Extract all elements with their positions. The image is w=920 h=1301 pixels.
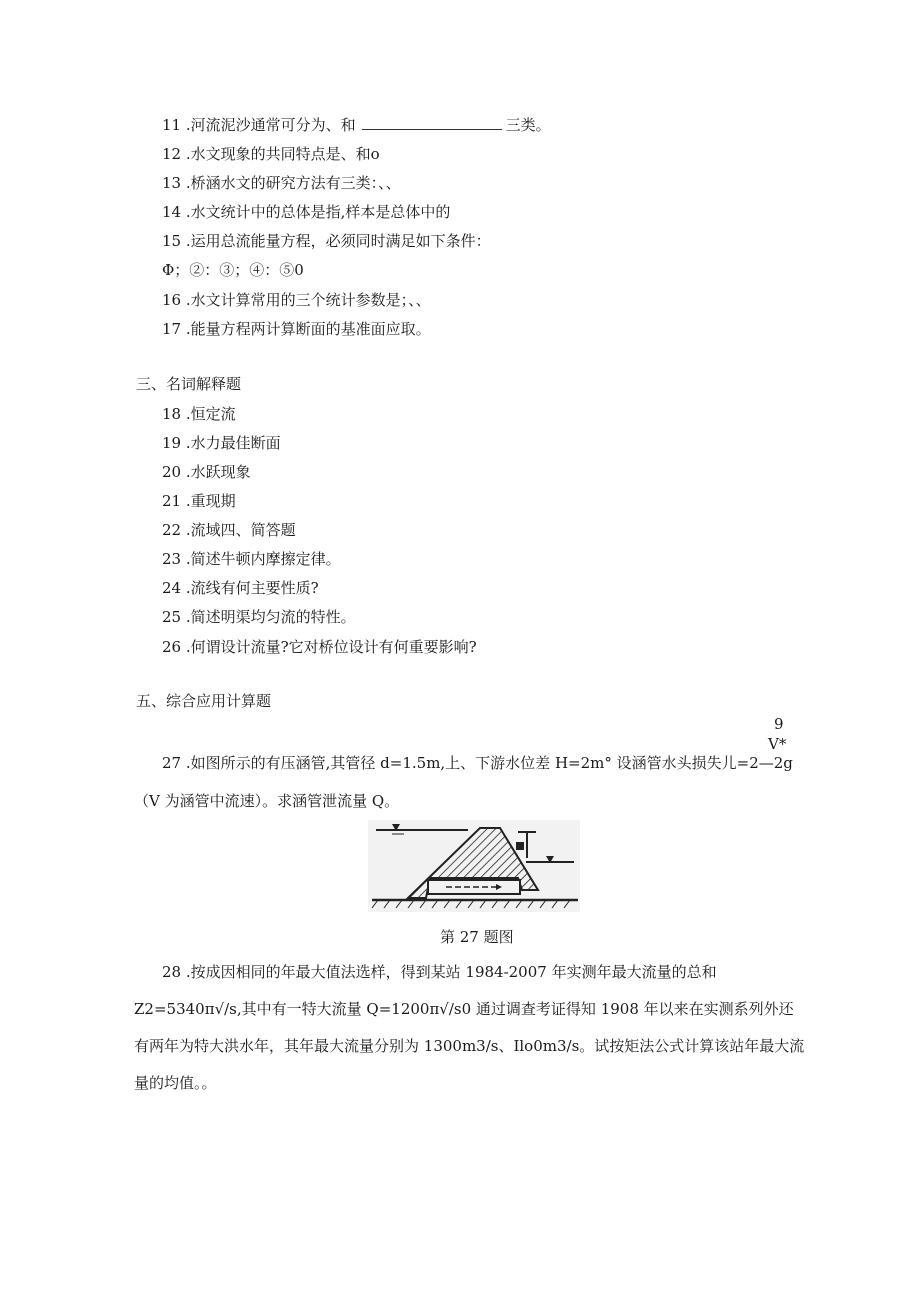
question-text: .桥涵水文的研究方法有三类：、、 bbox=[181, 174, 401, 192]
question-text: .水文统计中的总体是指,样本是总体中的 bbox=[181, 203, 451, 221]
question-11 bbox=[162, 115, 551, 135]
question-number: 28 bbox=[162, 963, 182, 981]
question-text: .水跃现象 bbox=[181, 463, 251, 481]
culvert-figure bbox=[368, 820, 580, 912]
question-text: .简述牛顿内摩擦定律。 bbox=[181, 550, 341, 568]
question-number: 15 bbox=[162, 232, 182, 250]
question-number: 26 bbox=[162, 638, 182, 656]
question-text: .流线有何主要性质? bbox=[181, 579, 319, 597]
question-number: 25 bbox=[162, 608, 182, 626]
question-text: .恒定流 bbox=[181, 405, 236, 423]
question-16 bbox=[162, 290, 431, 310]
question-number: 19 bbox=[162, 434, 182, 452]
question-28-line-4: 量的均值。。 bbox=[134, 1074, 217, 1092]
question-20 bbox=[162, 462, 251, 482]
question-21 bbox=[162, 491, 236, 511]
formula-fragment-bottom: V* bbox=[768, 735, 787, 753]
question-number: 20 bbox=[162, 463, 182, 481]
question-text: .水文计算常用的三个统计参数是；、、 bbox=[181, 291, 431, 309]
question-number: 23 bbox=[162, 550, 182, 568]
question-22 bbox=[162, 520, 296, 540]
question-13 bbox=[162, 173, 401, 193]
conditions-line: Φ；②：③；④：⑤0 bbox=[162, 261, 304, 279]
question-text: .运用总流能量方程，必须同时满足如下条件： bbox=[181, 232, 491, 250]
question-text: .水力最佳断面 bbox=[181, 434, 281, 452]
question-text: .能量方程两计算断面的基准面应取。 bbox=[181, 320, 431, 338]
culvert-diagram bbox=[368, 820, 580, 912]
question-number: 14 bbox=[162, 203, 182, 221]
question-12 bbox=[162, 144, 380, 164]
question-text-end: 三类。 bbox=[505, 116, 551, 134]
question-23 bbox=[162, 549, 341, 569]
question-26 bbox=[162, 637, 477, 657]
question-18 bbox=[162, 404, 236, 424]
section-heading-3: 三、名词解释题 bbox=[136, 375, 242, 393]
question-text: .简述明渠均匀流的特性。 bbox=[181, 608, 356, 626]
figure-caption: 第 27 题图 bbox=[440, 928, 514, 946]
question-24 bbox=[162, 578, 319, 598]
question-number: 16 bbox=[162, 291, 182, 309]
question-19 bbox=[162, 433, 281, 453]
question-25 bbox=[162, 607, 356, 627]
question-14 bbox=[162, 202, 450, 222]
question-text: .河流泥沙通常可分为、和 bbox=[181, 116, 356, 134]
question-28-line-3: 有两年为特大洪水年，其年最大流量分别为 1300m3/s、Ilo0m3/s。试按矩法公式计算该站年最大流 bbox=[134, 1037, 805, 1055]
question-text: .按成因相同的年最大值法选样，得到某站 1984-2007 年实测年最大流量的总和 bbox=[181, 963, 717, 981]
question-27-continued: （V 为涵管中流速）。求涵管泄流量 Q。 bbox=[134, 792, 400, 810]
question-number: 17 bbox=[162, 320, 182, 338]
question-28 bbox=[162, 962, 717, 982]
question-number: 21 bbox=[162, 492, 182, 510]
question-number: 13 bbox=[162, 174, 182, 192]
formula-fragment-top: 9 bbox=[774, 715, 784, 733]
question-number: 11 bbox=[162, 116, 182, 134]
question-number: 24 bbox=[162, 579, 182, 597]
question-number: 27 bbox=[162, 754, 182, 772]
question-text: .重现期 bbox=[181, 492, 236, 510]
question-number: 18 bbox=[162, 405, 182, 423]
question-number: 12 bbox=[162, 145, 182, 163]
question-15 bbox=[162, 231, 491, 251]
question-text: .何谓设计流量?它对桥位设计有何重要影响? bbox=[181, 638, 477, 656]
question-17 bbox=[162, 319, 431, 339]
section-heading-5: 五、综合应用计算题 bbox=[136, 692, 272, 710]
question-number: 22 bbox=[162, 521, 182, 539]
question-text: .流域四、简答题 bbox=[181, 521, 296, 539]
answer-blank[interactable] bbox=[362, 117, 502, 130]
question-text: .水文现象的共同特点是、和o bbox=[181, 145, 380, 163]
question-28-line-2: Z2=5340π√/s,其中有一特大流量 Q=1200π√/s0 通过调查考证得知 1908 年以来在实测系列外还 bbox=[134, 1000, 794, 1018]
question-text: .如图所示的有压涵管,其管径 d=1.5m,上、下游水位差 H=2m° 设涵管水头损失儿=2—2g bbox=[181, 754, 793, 772]
question-27 bbox=[162, 753, 793, 773]
